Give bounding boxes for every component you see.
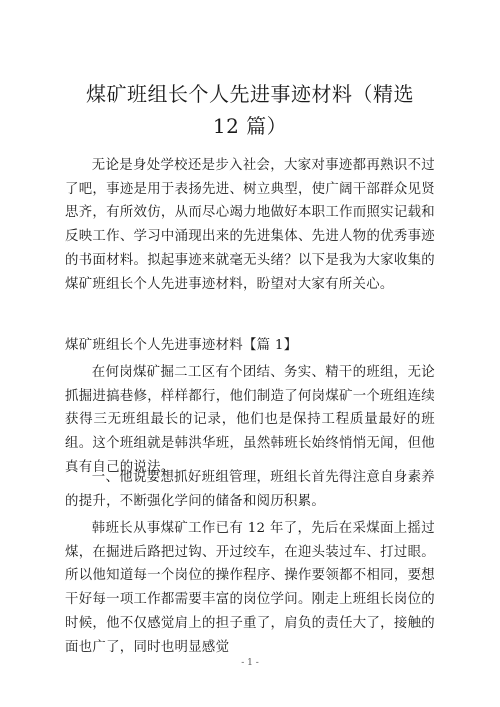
body-paragraph: 在何岗煤矿掘二工区有个团结、务实、精干的班组，无论抓掘进搞巷修，样样都行，他们制造了何岗煤矿一个班组连续获得三无班组最长的记录，他们也是保持工程质量最好的班组。这个班组就是韩洪华班，虽然韩班长始终悄悄无闻，但他真有自己的说法。 — [65, 365, 435, 475]
body-paragraph: 一、他说要想抓好班组管理，班组长首先得注意自身素养的提升，不断强化学问的储备和阅历积累。 — [65, 470, 435, 509]
body-paragraph: 韩班长从事煤矿工作已有 12 年了，先后在采煤面上摇过煤，在掘进后路把过钩、开过绞车，在迎头装过车、打过眼。所以他知道每一个岗位的操作程序、操作要领都不相同，要想干好每一项工作都需要丰富的岗位学问。刚走上班组长岗位的时候，他不仅感觉肩上的担子重了，肩负的责任大了，接触的面也广了，同时也明显感觉 — [65, 521, 435, 655]
intro-paragraph: 无论是身处学校还是步入社会，大家对事迹都再熟识不过了吧，事迹是用于表扬先进、树立典型，使广阔干部群众见贤思齐，有所效仿，从而尽心竭力地做好本职工作而照实记载和反映工作、学习中涌现出来的先进集体、先进人物的优秀事迹的书面材料。拟起事迹来就毫无头绪？以下是我为大家收集的煤矿班组长个人先进事迹材料，盼望对大家有所关心。 — [65, 158, 435, 292]
document-title: 煤矿班组长个人先进事迹材料（精选 12 篇） — [86, 82, 414, 138]
section-heading: 煤矿班组长个人先进事迹材料【篇 1】 — [65, 338, 298, 353]
page-number: - 1 - — [241, 658, 259, 668]
